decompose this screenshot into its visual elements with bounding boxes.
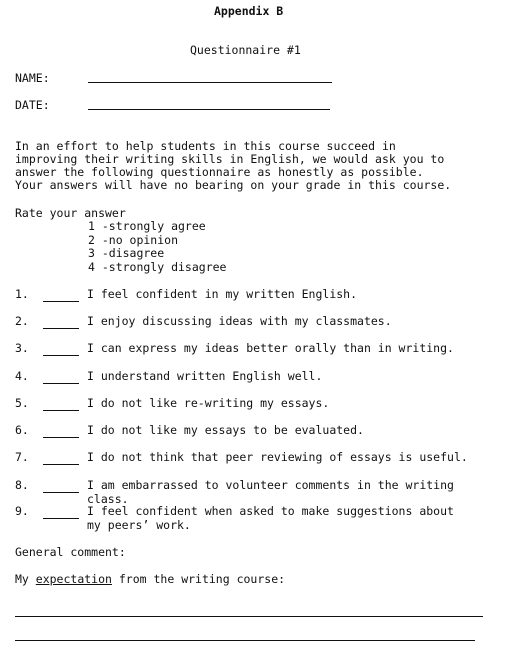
- scale-option: 2 -no opinion: [88, 233, 179, 247]
- question-text: I feel confident when asked to make suggestions about my peers’ work.: [87, 504, 454, 532]
- answer-blank[interactable]: [43, 428, 79, 438]
- answer-blank[interactable]: [43, 483, 79, 493]
- question-number: 3.: [15, 341, 29, 355]
- question-number: 9.: [15, 504, 29, 518]
- name-label: NAME:: [15, 71, 50, 85]
- scale-option: 1 -strongly agree: [88, 219, 206, 233]
- question-text: I enjoy discussing ideas with my classmates.: [87, 314, 392, 328]
- answer-blank[interactable]: [43, 455, 79, 465]
- answer-blank[interactable]: [43, 401, 79, 411]
- expectation-suffix: from the writing course:: [111, 572, 286, 586]
- question-text: I do not like re-writing my essays.: [87, 396, 330, 410]
- question-text: I feel confident in my written English.: [87, 287, 358, 301]
- question-text: I do not like my essays to be evaluated.: [87, 423, 364, 437]
- question-text: I am embarrassed to volunteer comments in the writing class.: [87, 478, 454, 506]
- question-text: I understand written English well.: [87, 369, 323, 383]
- answer-blank[interactable]: [43, 509, 79, 519]
- question-number: 2.: [15, 314, 29, 328]
- question-number: 8.: [15, 478, 29, 492]
- intro-line: Your answers will have no bearing on your grade in this course.: [15, 178, 452, 192]
- comment-line[interactable]: [15, 640, 475, 641]
- expectation-label: [15, 573, 285, 587]
- appendix-heading: Appendix B: [214, 4, 284, 18]
- questionnaire-title: Questionnaire #1: [190, 43, 301, 57]
- expectation-prefix: My: [15, 572, 36, 586]
- question-number: 7.: [15, 450, 29, 464]
- question-number: 6.: [15, 423, 29, 437]
- answer-blank[interactable]: [43, 292, 79, 302]
- date-field[interactable]: [88, 109, 330, 110]
- intro-line: answer the following questionnaire as honestly as possible.: [15, 165, 424, 179]
- answer-blank[interactable]: [43, 319, 79, 329]
- scale-heading: Rate your answer: [15, 206, 126, 220]
- name-field[interactable]: [88, 82, 332, 83]
- question-text: I do not think that peer reviewing of essays is useful.: [87, 450, 468, 464]
- general-comment-label: General comment:: [15, 545, 126, 559]
- answer-blank[interactable]: [43, 346, 79, 356]
- date-label: DATE:: [15, 98, 50, 112]
- expectation-word: expectation: [35, 572, 112, 586]
- intro-line: In an effort to help students in this course succeed in: [15, 139, 396, 153]
- question-number: 5.: [15, 396, 29, 410]
- intro-line: improving their writing skills in English, we would ask you to: [15, 152, 445, 166]
- answer-blank[interactable]: [43, 374, 79, 384]
- comment-line[interactable]: [15, 616, 483, 617]
- question-number: 4.: [15, 369, 29, 383]
- scale-option: 3 -disagree: [88, 246, 165, 260]
- scale-option: 4 -strongly disagree: [88, 260, 227, 274]
- question-text: I can express my ideas better orally than in writing.: [87, 341, 454, 355]
- question-number: 1.: [15, 287, 29, 301]
